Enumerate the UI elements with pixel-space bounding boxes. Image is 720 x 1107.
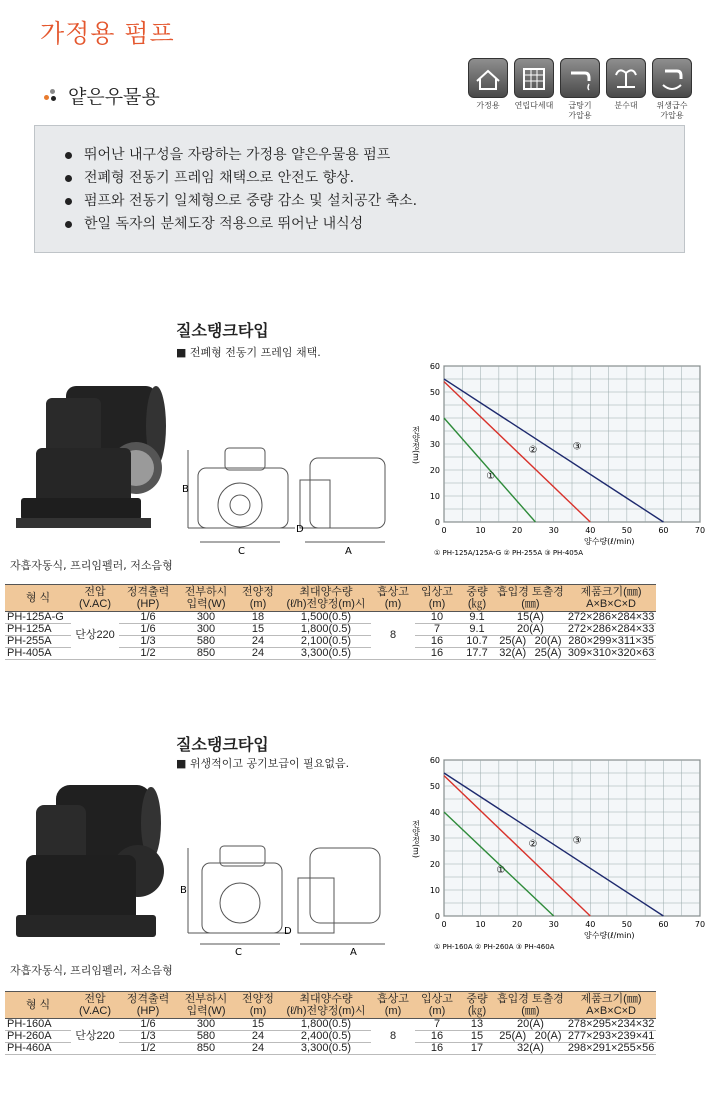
x-tick-label: 10 xyxy=(475,526,486,535)
table-row xyxy=(5,1019,656,1031)
header-text: (m) xyxy=(384,598,402,610)
cell-flow: 2,400(0.5) xyxy=(281,1031,371,1043)
header-text: (m) xyxy=(428,598,446,610)
cell-w: 300 xyxy=(177,624,235,636)
header-text: 최대양수량 xyxy=(299,993,353,1005)
header-text: (㎜) xyxy=(521,598,540,610)
cell-w: 300 xyxy=(177,612,235,624)
page-title: 가정용 펌프 xyxy=(40,19,175,48)
chart-svg xyxy=(408,752,720,962)
x-tick-label: 70 xyxy=(694,526,706,535)
header-text: 전압 xyxy=(84,993,106,1005)
chart-svg xyxy=(408,358,720,568)
dim-D-label: D xyxy=(284,926,292,937)
cell-voltage: 단상220 xyxy=(71,612,119,660)
section1-note: ■ 전폐형 전동기 프레임 채택. xyxy=(176,346,321,359)
table-header-cell xyxy=(235,992,281,1019)
cell-hp: 1/3 xyxy=(119,1031,177,1043)
table-header-cell xyxy=(459,585,495,612)
cell-weight: 17.7 xyxy=(459,648,495,660)
cell-outlet: 20(A) xyxy=(530,636,565,648)
cell-model: PH-260A xyxy=(5,1031,71,1043)
x-axis-label: 양수량(ℓ/min) xyxy=(584,931,635,940)
subtitle-text: 얕은우물용 xyxy=(68,86,160,108)
cell-rise: 7 xyxy=(415,1019,459,1031)
cell-w: 850 xyxy=(177,648,235,660)
cell-inlet: 20(A) xyxy=(495,1019,566,1031)
cell-inlet: 25(A) xyxy=(495,1031,530,1043)
usage-fountain-card xyxy=(606,58,646,121)
chart-legend: ① PH-125A/125A-G ② PH-255A ③ PH-405A xyxy=(434,549,583,557)
cell-weight: 9.1 xyxy=(459,612,495,624)
cell-head: 24 xyxy=(235,1031,281,1043)
usage-icon-label: 급탕기 가압용 xyxy=(568,101,592,120)
table-header-cell xyxy=(5,992,71,1019)
cell-head: 24 xyxy=(235,648,281,660)
cell-weight: 13 xyxy=(459,1019,495,1031)
header-text: 형 식 xyxy=(25,592,51,604)
header-text: (m) xyxy=(384,1005,402,1017)
spec-table-2-wrap xyxy=(5,991,656,1055)
cell-flow: 2,100(0.5) xyxy=(281,636,371,648)
table-header-cell xyxy=(71,585,119,612)
cell-flow: 1,800(0.5) xyxy=(281,1019,371,1031)
header-text: (m) xyxy=(249,1005,267,1017)
header-text: 형 식 xyxy=(25,999,51,1011)
cell-model: PH-125A-G xyxy=(5,612,71,624)
header-text: 중량 xyxy=(466,993,488,1005)
cell-outlet: 25(A) xyxy=(530,648,565,660)
y-tick-label: 0 xyxy=(434,518,440,527)
cell-w: 580 xyxy=(177,636,235,648)
table-header-cell xyxy=(371,585,415,612)
header-text: 제품크기(㎜) xyxy=(580,993,642,1005)
cell-hp: 1/6 xyxy=(119,612,177,624)
cell-inlet: 32(A) xyxy=(495,648,530,660)
header-text: (V.AC) xyxy=(79,598,111,610)
table-header-cell xyxy=(71,992,119,1019)
header-text: (ℓ/h)전양정(m)시 xyxy=(286,1005,366,1017)
table-header-cell xyxy=(415,585,459,612)
header-text: 전부하시 xyxy=(184,586,228,598)
dim-B-label: B xyxy=(180,885,187,896)
chart-legend: ① PH-160A ② PH-260A ③ PH-460A xyxy=(434,943,555,951)
section1-caption: 자흡자동식, 프리임펠러, 저소음형 xyxy=(10,559,173,572)
header-text: 흡입경 토출경 xyxy=(497,993,564,1005)
cell-flow: 3,300(0.5) xyxy=(281,648,371,660)
table-header-cell xyxy=(177,585,235,612)
performance-chart-2 xyxy=(408,752,720,962)
feature-box xyxy=(34,125,685,253)
cell-head: 15 xyxy=(235,624,281,636)
cell-w: 300 xyxy=(177,1019,235,1031)
section2-title: 질소탱크타입 xyxy=(176,735,269,754)
header-text: A×B×C×D xyxy=(586,598,637,610)
x-tick-label: 20 xyxy=(512,526,523,535)
table-header-row xyxy=(5,585,656,612)
cell-rise: 10 xyxy=(415,612,459,624)
dimension-drawing-1 xyxy=(180,440,395,564)
cell-flow: 1,500(0.5) xyxy=(281,612,371,624)
table-header-cell xyxy=(281,992,371,1019)
header-text: (m) xyxy=(428,1005,446,1017)
cell-size: 298×291×255×56 xyxy=(567,1042,655,1054)
cell-rise: 16 xyxy=(415,1043,459,1055)
cell-head: 24 xyxy=(235,636,281,648)
y-tick-label: 10 xyxy=(429,886,440,895)
x-tick-label: 40 xyxy=(585,526,596,535)
header-text: 흡상고 xyxy=(377,993,409,1005)
table-header-cell xyxy=(415,992,459,1019)
header-text: 중량 xyxy=(466,586,488,598)
cell-size: 278×295×234×32 xyxy=(567,1018,655,1030)
table-header-cell xyxy=(5,585,71,612)
feature-text: 전폐형 전동기 프레임 채택으로 안전도 향상. xyxy=(84,170,355,186)
header-text: 전압 xyxy=(84,586,106,598)
header-text: (ℓ/h)전양정(m)시 xyxy=(286,598,366,610)
x-tick-label: 50 xyxy=(621,920,632,929)
table-header-cell xyxy=(119,992,177,1019)
dim-B-label: B xyxy=(182,484,189,495)
cell-size: 272×286×284×33 xyxy=(567,623,655,635)
faucet-icon xyxy=(560,58,600,98)
usage-apartment-card xyxy=(514,58,554,121)
series-label: ③ xyxy=(572,835,582,847)
cell-weight: 15 xyxy=(459,1031,495,1043)
cell-hp: 1/3 xyxy=(119,636,177,648)
apartment-icon xyxy=(514,58,554,98)
y-axis-label: 전양정(m) xyxy=(411,820,421,859)
cell-model: PH-125A xyxy=(5,624,71,636)
x-tick-label: 50 xyxy=(621,526,632,535)
feature-text: 한일 독자의 분체도장 적용으로 뛰어난 내식성 xyxy=(84,216,364,232)
x-tick-label: 30 xyxy=(548,526,559,535)
bullet-dots-icon xyxy=(44,89,62,103)
x-tick-label: 30 xyxy=(548,920,559,929)
cell-head: 24 xyxy=(235,1043,281,1055)
header-text: (㎜) xyxy=(521,1005,540,1017)
header-text: (V.AC) xyxy=(79,1005,111,1017)
spec-table-1-wrap xyxy=(5,584,656,660)
cell-hp: 1/6 xyxy=(119,624,177,636)
feature-text: 펌프와 전동기 일체형으로 중량 감소 및 설치공간 축소. xyxy=(84,193,418,209)
header-text: 전부하시 xyxy=(184,993,228,1005)
header-text: 정격출력 xyxy=(126,993,170,1005)
section1-title: 질소탱크타입 xyxy=(176,321,269,340)
cell-inlet: 20(A) xyxy=(495,624,566,636)
cell-model: PH-405A xyxy=(5,648,71,660)
header-text: (㎏) xyxy=(467,1005,487,1017)
spec-table-2 xyxy=(5,991,656,1055)
cell-suction: 8 xyxy=(371,1019,415,1055)
x-tick-label: 10 xyxy=(475,920,486,929)
header-text: 제품크기(㎜) xyxy=(580,586,642,598)
cell-weight: 10.7 xyxy=(459,636,495,648)
header-text: 흡입경 토출경 xyxy=(497,586,564,598)
header-text: 입상고 xyxy=(421,586,453,598)
cell-hp: 1/2 xyxy=(119,1043,177,1055)
header-text: (HP) xyxy=(136,1005,160,1017)
usage-faucet-card xyxy=(560,58,600,121)
cell-size: 277×293×239×41 xyxy=(567,1030,655,1042)
header-text: (HP) xyxy=(136,598,160,610)
usage-icon-label: 분수대 xyxy=(614,101,638,110)
feature-item xyxy=(65,144,684,167)
spec-table-1 xyxy=(5,584,656,660)
series-label: ② xyxy=(528,444,538,456)
y-tick-label: 40 xyxy=(429,414,440,423)
header-text: 정격출력 xyxy=(126,586,170,598)
table-header-row xyxy=(5,992,656,1019)
cell-model: PH-160A xyxy=(5,1019,71,1031)
series-label: ① xyxy=(496,865,506,877)
cell-inlet: 32(A) xyxy=(495,1043,566,1055)
table-header-cell xyxy=(495,992,566,1019)
usage-sanitary-tap-card xyxy=(652,58,692,121)
y-tick-label: 60 xyxy=(429,756,440,765)
header-text: 입력(W) xyxy=(186,598,226,610)
x-tick-label: 20 xyxy=(512,920,523,929)
table-header-cell xyxy=(177,992,235,1019)
cell-head: 15 xyxy=(235,1019,281,1031)
table-header-cell xyxy=(459,992,495,1019)
header-text: A×B×C×D xyxy=(586,1005,637,1017)
cell-rise: 16 xyxy=(415,648,459,660)
section2-note: ■ 위생적이고 공기보급이 필요없음. xyxy=(176,757,350,770)
y-tick-label: 10 xyxy=(429,492,440,501)
cell-w: 580 xyxy=(177,1031,235,1043)
usage-house-card xyxy=(468,58,508,121)
table-header-cell xyxy=(566,992,657,1019)
usage-icon-label: 위생급수 가압용 xyxy=(656,101,688,120)
feature-item xyxy=(65,190,684,213)
cell-inlet: 25(A) xyxy=(495,636,530,648)
x-tick-label: 60 xyxy=(658,526,669,535)
cell-rise: 16 xyxy=(415,636,459,648)
dim-A-label: A xyxy=(345,546,352,557)
cell-flow: 1,800(0.5) xyxy=(281,624,371,636)
table-header-cell xyxy=(495,585,566,612)
x-tick-label: 0 xyxy=(441,920,447,929)
cell-model: PH-460A xyxy=(5,1043,71,1055)
cell-rise: 7 xyxy=(415,624,459,636)
cell-size: 280×299×311×35 xyxy=(566,636,657,648)
y-tick-label: 40 xyxy=(429,808,440,817)
fountain-icon xyxy=(606,58,646,98)
usage-icon-label: 연립다세대 xyxy=(514,101,554,110)
header-text: 흡상고 xyxy=(377,586,409,598)
pump-photo-1 xyxy=(6,358,168,552)
cell-model: PH-255A xyxy=(5,636,71,648)
usage-icons xyxy=(468,58,692,121)
y-tick-label: 50 xyxy=(429,782,440,791)
cell-rise: 16 xyxy=(415,1031,459,1043)
dim-A-label: A xyxy=(350,947,357,958)
feature-item xyxy=(65,167,684,190)
header-text: 최대양수량 xyxy=(299,586,353,598)
dim-C-label: C xyxy=(235,947,242,958)
feature-list xyxy=(35,126,684,236)
header-text: 입상고 xyxy=(421,993,453,1005)
house-icon xyxy=(468,58,508,98)
table-header-cell xyxy=(566,585,657,612)
x-tick-label: 70 xyxy=(694,920,706,929)
feature-item xyxy=(65,213,684,236)
series-label: ③ xyxy=(572,441,582,453)
cell-outlet: 20(A) xyxy=(530,1031,565,1043)
cell-flow: 3,300(0.5) xyxy=(281,1043,371,1055)
header-text: 입력(W) xyxy=(186,1005,226,1017)
y-tick-label: 0 xyxy=(434,912,440,921)
cell-weight: 9.1 xyxy=(459,624,495,636)
usage-icon-label: 가정용 xyxy=(476,101,500,110)
table-row xyxy=(5,612,656,624)
table-header-cell xyxy=(235,585,281,612)
y-tick-label: 50 xyxy=(429,388,440,397)
x-tick-label: 40 xyxy=(585,920,596,929)
cell-w: 850 xyxy=(177,1043,235,1055)
y-tick-label: 60 xyxy=(429,362,440,371)
dim-D-label: D xyxy=(296,524,304,535)
x-tick-label: 60 xyxy=(658,920,669,929)
series-label: ② xyxy=(528,838,538,850)
cell-hp: 1/6 xyxy=(119,1019,177,1031)
y-tick-label: 30 xyxy=(429,440,440,449)
table-header-cell xyxy=(119,585,177,612)
section2-caption: 자흡자동식, 프리임펠러, 저소음형 xyxy=(10,964,173,977)
y-tick-label: 20 xyxy=(429,466,440,475)
y-tick-label: 20 xyxy=(429,860,440,869)
header-text: 전양정 xyxy=(242,993,274,1005)
cell-size: 309×310×320×63 xyxy=(567,647,655,659)
feature-text: 뛰어난 내구성을 자랑하는 가정용 얕은우물용 펌프 xyxy=(84,147,391,163)
y-axis-label: 전양정(m) xyxy=(411,426,421,465)
x-axis-label: 양수량(ℓ/min) xyxy=(584,537,635,546)
dim-C-label: C xyxy=(238,546,245,557)
section-subtitle xyxy=(44,82,160,109)
performance-chart-1 xyxy=(408,358,720,568)
table-header-cell xyxy=(371,992,415,1019)
cell-hp: 1/2 xyxy=(119,648,177,660)
header-text: 전양정 xyxy=(242,586,274,598)
series-label: ① xyxy=(486,471,496,483)
cell-weight: 17 xyxy=(459,1043,495,1055)
pump-photo-2 xyxy=(6,775,168,959)
dimension-drawing-2 xyxy=(180,838,395,962)
cell-suction: 8 xyxy=(371,612,415,660)
cell-size: 272×286×284×33 xyxy=(567,611,655,623)
sanitary-tap-icon xyxy=(652,58,692,98)
y-tick-label: 30 xyxy=(429,834,440,843)
x-tick-label: 0 xyxy=(441,526,447,535)
cell-inlet: 15(A) xyxy=(495,612,566,624)
cell-head: 18 xyxy=(235,612,281,624)
header-text: (㎏) xyxy=(467,598,487,610)
table-header-cell xyxy=(281,585,371,612)
header-text: (m) xyxy=(249,598,267,610)
cell-voltage: 단상220 xyxy=(71,1019,119,1055)
